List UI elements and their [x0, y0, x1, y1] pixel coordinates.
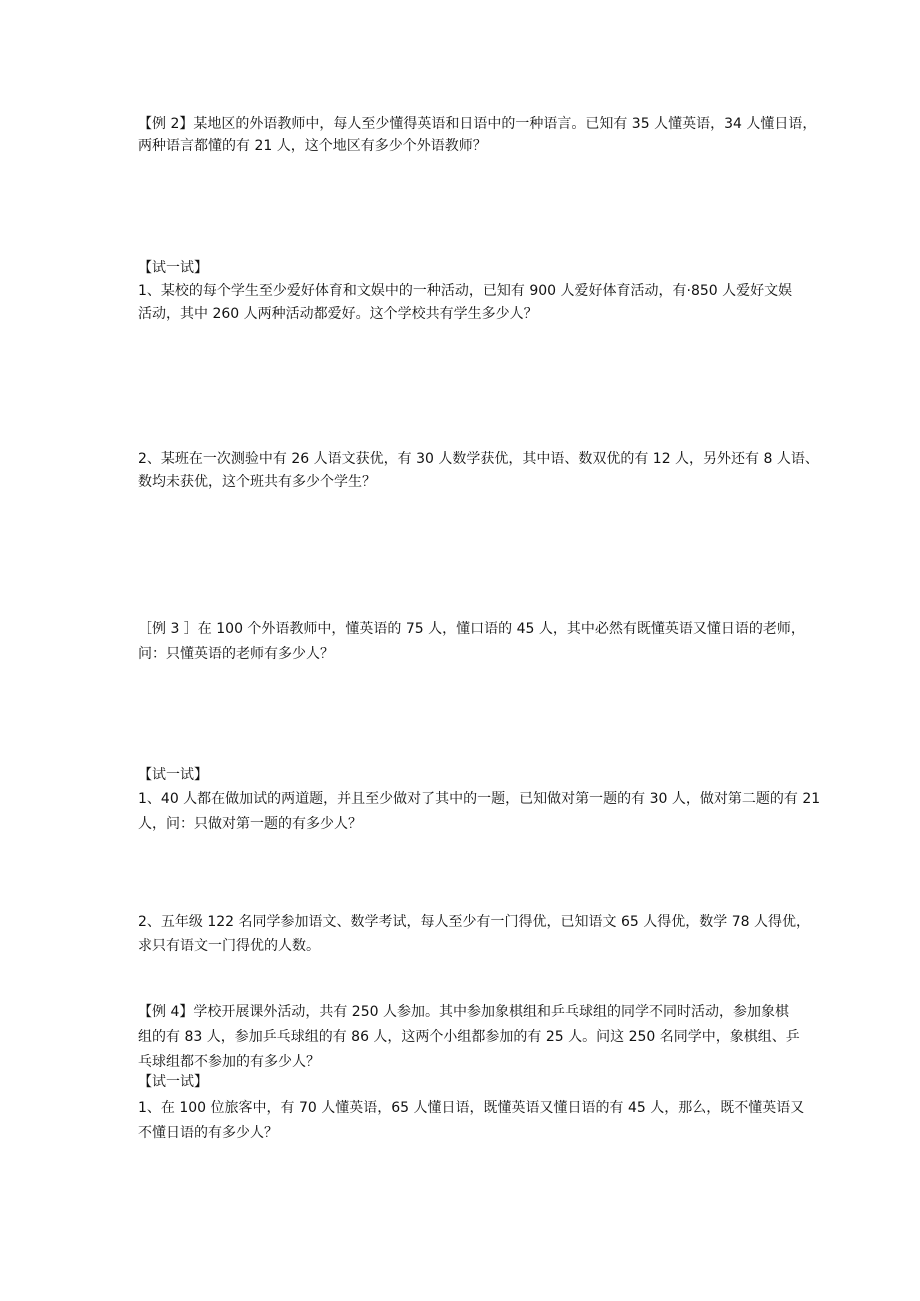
example-2-line-1: 【例 2】某地区的外语教师中，每人至少懂得英语和日语中的一种语言。已知有 35 人懂英语，34 人懂日语， — [138, 116, 817, 132]
example-4-line-1: 【例 4】学校开展课外活动，共有 250 人参加。其中参加象棋组和乒乓球组的同学不同时活动，参加象棋 — [138, 1004, 789, 1020]
try-2-question-1-line-2: 人，问：只做对第一题的有多少人？ — [138, 816, 362, 832]
example-4-line-3: 乓球组都不参加的有多少人？ — [138, 1054, 320, 1070]
try-1-question-1-line-1: 1、某校的每个学生至少爱好体育和文娱中的一种活动，已知有 900 人爱好体育活动，有·850 人爱好文娱 — [138, 283, 793, 299]
try-it-header-1: 【试一试】 — [138, 260, 208, 276]
try-2-question-2-line-2: 求只有语文一门得优的人数。 — [138, 938, 320, 954]
try-3-question-1-line-2: 不懂日语的有多少人？ — [138, 1125, 278, 1141]
try-1-question-2-line-2: 数均未获优，这个班共有多少个学生？ — [138, 474, 376, 490]
example-3-line-2: 问：只懂英语的老师有多少人？ — [138, 646, 334, 662]
try-1-question-2-line-1: 2、某班在一次测验中有 26 人语文获优，有 30 人数学获优，其中语、数双优的有 12 人，另外还有 8 人语、 — [138, 451, 819, 467]
try-it-header-2: 【试一试】 — [138, 767, 208, 783]
example-2-line-2: 两种语言都懂的有 21 人，这个地区有多少个外语教师？ — [138, 138, 487, 154]
example-3-line-1: ［例 3 ］在 100 个外语教师中，懂英语的 75 人，懂口语的 45 人，其中必然有既懂英语又懂日语的老师， — [138, 621, 805, 637]
example-4-line-2: 组的有 83 人，参加乒乓球组的有 86 人，这两个小组都参加的有 25 人。问这 250 名同学中，象棋组、乒 — [138, 1029, 800, 1045]
try-1-question-1-line-2: 活动，其中 260 人两种活动都爱好。这个学校共有学生多少人？ — [138, 306, 538, 322]
try-2-question-2-line-1: 2、五年级 122 名同学参加语文、数学考试，每人至少有一门得优，已知语文 65 人得优，数学 78 人得优， — [138, 914, 810, 930]
try-2-question-1-line-1: 1、40 人都在做加试的两道题，并且至少做对了其中的一题，已知做对第一题的有 30 人，做对第二题的有 21 — [138, 791, 821, 807]
try-it-header-3: 【试一试】 — [138, 1074, 208, 1090]
try-3-question-1-line-1: 1、在 100 位旅客中，有 70 人懂英语，65 人懂日语，既懂英语又懂日语的有 45 人，那么，既不懂英语又 — [138, 1100, 805, 1116]
